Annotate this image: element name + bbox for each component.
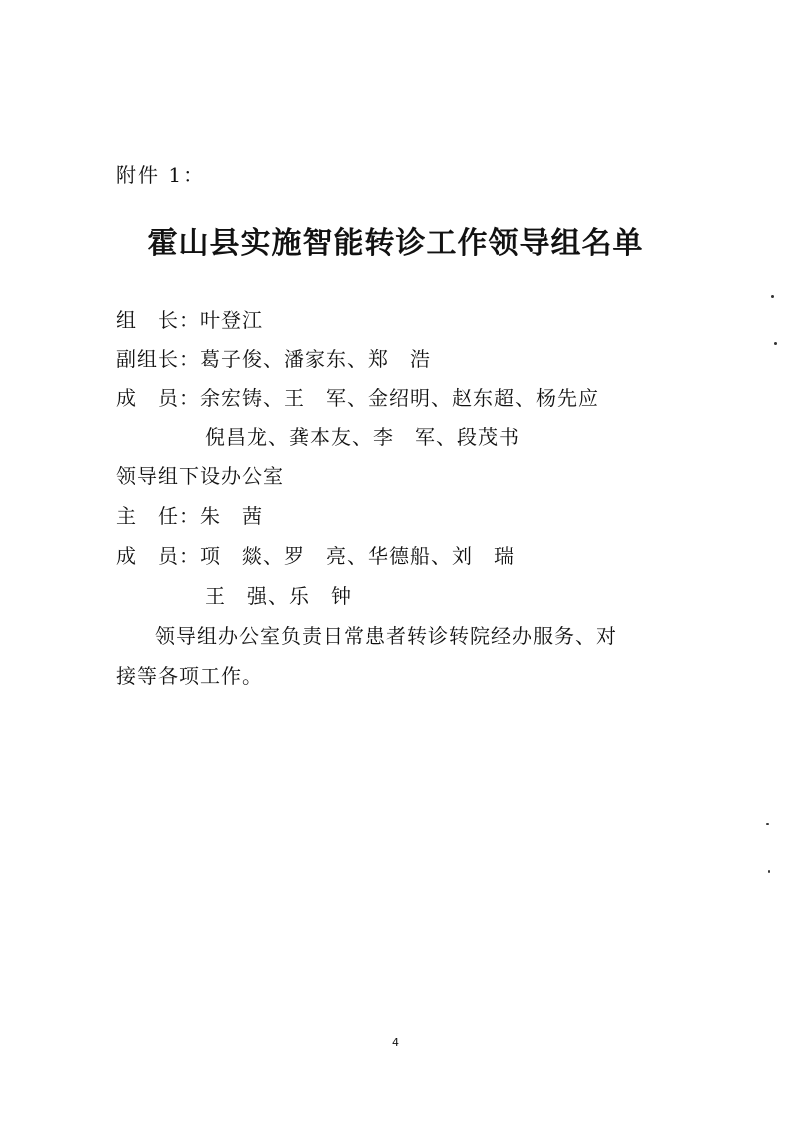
duty-paragraph-line-1: 领导组办公室负责日常患者转诊转院经办服务、对 bbox=[155, 624, 617, 648]
page-number: 4 bbox=[392, 1036, 399, 1049]
office-members-line-1: 成 员：项 燚、罗 亮、华德船、刘 瑞 bbox=[116, 544, 515, 568]
deputy-leader-line: 副组长：葛子俊、潘家东、郑 浩 bbox=[116, 347, 431, 371]
scan-speck bbox=[768, 870, 770, 873]
document-title: 霍山县实施智能转诊工作领导组名单 bbox=[147, 226, 644, 261]
annex-label: 附件 1： bbox=[116, 163, 206, 187]
scan-speck bbox=[774, 342, 777, 345]
office-director-line: 主 任：朱 茜 bbox=[116, 504, 263, 528]
scan-speck bbox=[766, 823, 769, 825]
duty-paragraph-line-2: 接等各项工作。 bbox=[116, 664, 263, 688]
office-members-line-2: 王 强、乐 钟 bbox=[205, 584, 352, 608]
office-heading-line: 领导组下设办公室 bbox=[116, 464, 284, 488]
members-line-2: 倪昌龙、龚本友、李 军、段茂书 bbox=[205, 425, 520, 449]
members-line-1: 成 员：余宏铸、王 军、金绍明、赵东超、杨先应 bbox=[116, 386, 599, 410]
leader-line: 组 长：叶登江 bbox=[116, 308, 263, 332]
scan-speck bbox=[771, 295, 774, 298]
